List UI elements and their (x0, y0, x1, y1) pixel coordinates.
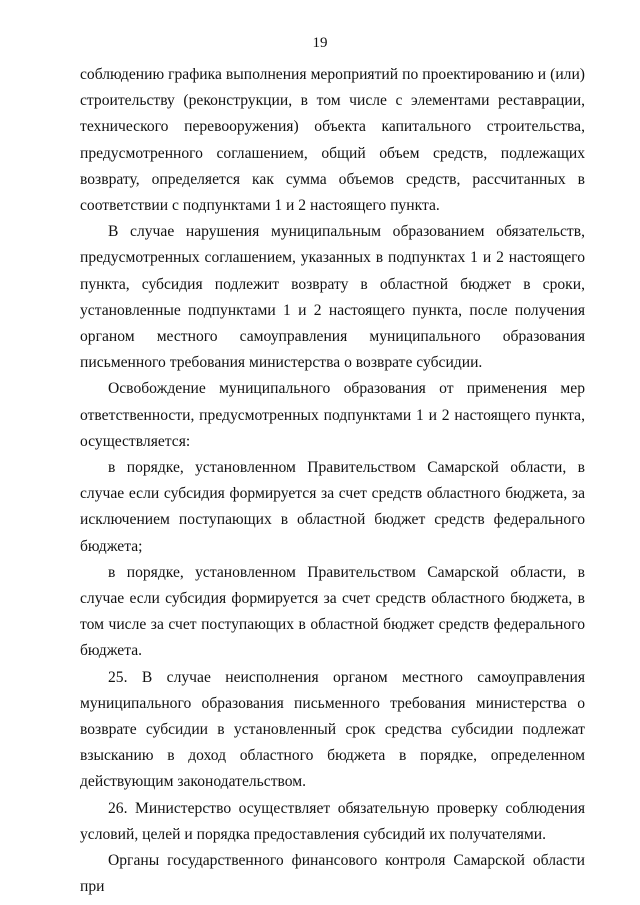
paragraph-item-25: 25. В случае неисполнения органом местного самоуправления муниципального образования письменного требования министерства о возврате субсидии в установленный срок средства субсидии подлежат взысканию в доход областного бюджета в порядке, определенном действующим законодательством. (80, 668, 585, 791)
paragraph-violation-obligations: В случае нарушения муниципальным образованием обязательств, предусмотренных соглашением, указанных в подпунктах 1 и 2 настоящего пункта, субсидия подлежит возврату в областной бюджет в сроки, установленные подпунктами 1 и 2 настоящего пункта, после получения органом местного самоуправления муниципального образования письменного требования министерства о возврате субсидии. (80, 223, 585, 372)
paragraph-continuation: соблюдению графика выполнения мероприятий по проектированию и (или) строительству (реконструкции, в том числе с элементами реставрации, технического перевооружения) объекта капитального строительства, предусмотренного соглашением, общий объем средств, подлежащих возврату, определяется как сумма объемов средств, рассчитанных в соответствии с подпунктами 1 и 2 настоящего пункта. (80, 66, 585, 215)
paragraph-item-26: 26. Министерство осуществляет обязательную проверку соблюдения условий, целей и порядка предоставления субсидий их получателями. (80, 799, 585, 843)
paragraph-exemption-case-2: в порядке, установленном Правительством Самарской области, в случае если субсидия формируется за счет средств областного бюджета, в том числе за счет поступающих в областной бюджет средств федерального бюджета. (80, 563, 585, 660)
paragraph-exemption-case-1: в порядке, установленном Правительством Самарской области, в случае если субсидия формируется за счет средств областного бюджета, за исключением поступающих в областной бюджет средств федерального бюджета; (80, 459, 585, 555)
paragraph-control-bodies: Органы государственного финансового контроля Самарской области при (80, 852, 585, 896)
document-body (80, 62, 585, 901)
paragraph-exemption: Освобождение муниципального образования от применения мер ответственности, предусмотренных подпунктами 1 и 2 настоящего пункта, осуществляется: (80, 380, 585, 450)
page-number: 19 (312, 35, 328, 51)
